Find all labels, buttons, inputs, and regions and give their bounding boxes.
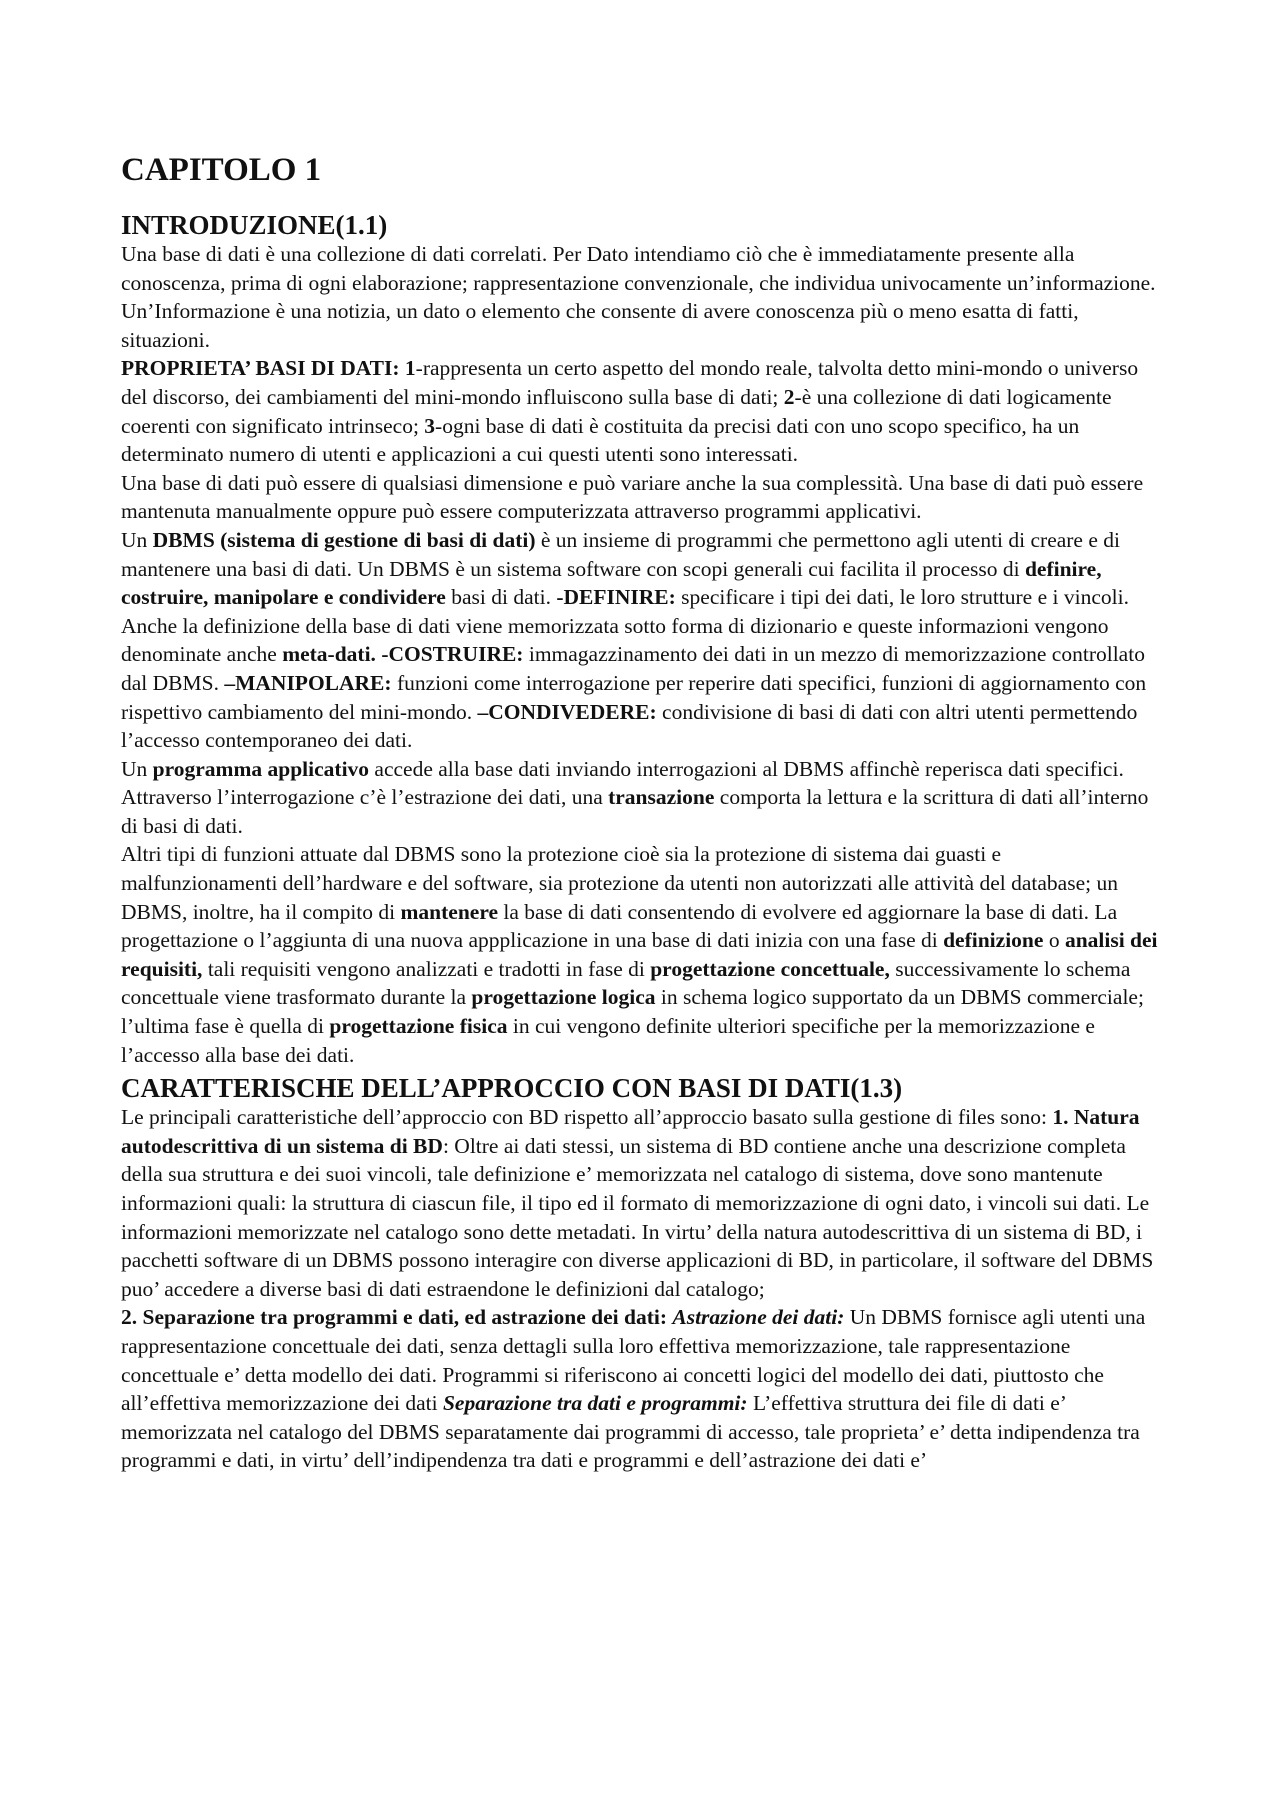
text-run: Un bbox=[121, 527, 153, 552]
text-run: tali requisiti vengono analizzati e tradotti in fase di bbox=[202, 956, 651, 981]
text-run: immagazzinamento dei dati in un mezzo di memorizzazione controllato dal DBMS. bbox=[121, 642, 1145, 695]
italic-astrazione: Astrazione dei dati: bbox=[672, 1305, 845, 1330]
bold-programma-applicativo: programma applicativo bbox=[152, 756, 370, 781]
text-run: -rappresenta un certo aspetto del mondo reale, talvolta detto mini-mondo o universo del discorso, dei cambiamenti del mini-mondo influiscono sulla base di dati; bbox=[121, 356, 1139, 409]
bold-progettazione-concettuale: progettazione concettuale, bbox=[650, 956, 890, 981]
paragraph-definizione-base-dati: Una base di dati è una collezione di dati correlati. Per Dato intendiamo ciò che è immediatamente presente alla conoscenza, prima di ogni elaborazione; rappresentazione convenzionale, che individua univocamente un’informazione. Un’Informazione è una notizia, un dato o elemento che consente di avere conoscenza più o meno esatta di fatti, situazioni. bbox=[121, 242, 1156, 352]
bold-costruire: -COSTRUIRE: bbox=[381, 642, 524, 667]
paragraph-separazione-astrazione bbox=[121, 1303, 1160, 1475]
bold-number-1: 1 bbox=[404, 356, 416, 381]
text-run: è un insieme di programmi che permettono agli utenti di creare e di mantenere una basi di dati. Un DBMS è un sistema software con scopi generali cui facilita il processo di bbox=[121, 527, 1120, 581]
bold-progettazione-logica: progettazione logica bbox=[471, 985, 656, 1010]
bold-number-3: 3 bbox=[424, 413, 436, 438]
text-run: in cui vengono definite ulteriori specifiche per la memorizzazione e l’accesso alla base dei dati. bbox=[121, 1014, 1095, 1067]
text-run: Altri tipi di funzioni attuate dal DBMS sono la protezione cioè sia la protezione di sistema dai guasti e malfunzionamenti dell’hardware e del software, sia protezione da utenti non autorizzati alle attività del database; un DBMS, inoltre, ha il compito di bbox=[121, 842, 1118, 924]
chapter-title: CAPITOLO 1 bbox=[121, 152, 322, 188]
text-run: Un bbox=[121, 756, 153, 781]
bold-dbms-term: DBMS (sistema di gestione di basi di dati) bbox=[152, 527, 536, 552]
bold-proprieta-label: PROPRIETA’ BASI DI DATI: bbox=[121, 356, 405, 381]
bold-italic-astrazione bbox=[672, 1305, 844, 1329]
bold-transazione: transazione bbox=[608, 785, 715, 810]
bold-progettazione-fisica: progettazione fisica bbox=[329, 1014, 508, 1039]
text-run: in schema logico supportato da un DBMS commerciale; l’ultima fase è quella di bbox=[121, 985, 1144, 1039]
bold-analisi-requisiti: analisi dei requisiti, bbox=[121, 928, 1158, 981]
text-run: basi di dati. bbox=[445, 585, 557, 610]
text-run: la base di dati consentendo di evolvere ed aggiornare la base di dati. La progettazione o l’aggiunta di una nuova appplicazione in una base di dati inizia con una fase di bbox=[121, 899, 1118, 953]
text-run: comporta la lettura e la scrittura di dati all’interno di basi di dati. bbox=[121, 785, 1149, 838]
bold-definire: -DEFINIRE: bbox=[556, 585, 676, 610]
bold-operations: definire, costruire, manipolare e condividere bbox=[121, 556, 1102, 610]
text-run: specificare i tipi dei dati, le loro strutture e i vincoli. Anche la definizione della base di dati viene memorizzata sotto forma di dizionario e queste informazioni vengono denominate anche bbox=[121, 585, 1129, 667]
paragraph-dimensione: Una base di dati può essere di qualsiasi dimensione e può variare anche la sua complessità. Una base di dati può essere mantenuta manualmente oppure può essere computerizzata attraverso programmi applicativi. bbox=[121, 470, 1144, 524]
bold-meta-dati: meta-dati. bbox=[282, 642, 376, 667]
text-run: -ogni base di dati è costituita da precisi dati con uno scopo specifico, ha un determinato numero di utenti e applicazioni a cui questi utenti sono interessati. bbox=[121, 413, 1080, 467]
paragraph-proprieta bbox=[121, 354, 1160, 468]
text-run: Un DBMS fornisce agli utenti una rappresentazione concettuale dei dati, senza dettagli sulla loro effettiva memorizzazione, tale rappresentazione concettuale e’ detta modello dei dati. Programmi si riferiscono ai concetti logici del modello dei dati, piuttosto che all’effettiva memorizzazione dei dati bbox=[121, 1305, 1146, 1416]
text-run: -è una collezione di dati logicamente coerenti con significato intrinseco; bbox=[121, 384, 1112, 438]
bold-mantenere: mantenere bbox=[400, 899, 499, 924]
text-run: successivamente lo schema concettuale viene trasformato durante la bbox=[121, 956, 1131, 1010]
text-run: condivisione di basi di dati con altri utenti permettendo l’accesso contemporaneo dei dati. bbox=[121, 699, 1138, 753]
text-run: accede alla base dati inviando interrogazioni al DBMS affinchè reperisca dati specifici. Attraverso l’interrogazione c’è l’estrazione dei dati, una bbox=[121, 756, 1124, 810]
bold-point-2: 2. Separazione tra programmi e dati, ed astrazione dei dati: bbox=[121, 1305, 673, 1330]
text-run: L’effettiva struttura dei file di dati e’ memorizzata nel catalogo del DBMS separatamente dai programmi di accesso, tale proprieta’ e’ detta indipendenza tra programmi e dati, in virtu’ dell’indipendenza tra dati e programmi e dell’astrazione dei dati e’ bbox=[121, 1391, 1140, 1473]
bold-italic-separazione bbox=[443, 1391, 748, 1415]
bold-condividere: –CONDIVEDERE: bbox=[477, 699, 657, 724]
text-run: Le principali caratteristiche dell’approccio con BD rispetto all’approccio basato sulla gestione di files sono: bbox=[121, 1105, 1053, 1130]
section-heading-caratteristiche: CARATTERISCHE DELL’APPROCCIO CON BASI DI DATI(1.3) bbox=[121, 1073, 903, 1104]
italic-separazione: Separazione tra dati e programmi: bbox=[442, 1391, 748, 1416]
text-run: o bbox=[1043, 928, 1065, 953]
text-run: funzioni come interrogazione per reperire dati specifici, funzioni di aggiornamento con rispettivo cambiamento del mini-mondo. bbox=[121, 670, 1147, 724]
paragraph-natura-autodescrittiva bbox=[121, 1103, 1160, 1303]
bold-definizione: definizione bbox=[943, 928, 1044, 953]
bold-number-2: 2 bbox=[783, 384, 795, 409]
section-heading-introduzione: INTRODUZIONE(1.1) bbox=[121, 210, 388, 240]
paragraph-dbms bbox=[121, 526, 1160, 755]
text-run: : Oltre ai dati stessi, un sistema di BD contiene anche una descrizione completa della sua struttura e dei suoi vincoli, tale definizione e’ memorizzata nel catalogo di sistema, dove sono mantenute informazioni quali: la struttura di ciascun file, il tipo ed il formato di memorizzazione di ogni dato, i vincoli sui dati. Le informazioni memorizzate nel catalogo sono dette metadati. In virtu’ della natura autodescrittiva di un sistema di BD, i pacchetti software di un DBMS possono interagire con diverse applicazioni di BD, in particolare, il software del DBMS puo’ accedere a diverse basi di dati estraendone le definizioni dal catalogo; bbox=[121, 1133, 1154, 1301]
paragraph-funzioni-dbms bbox=[121, 840, 1160, 1069]
bold-manipolare: –MANIPOLARE: bbox=[224, 670, 392, 695]
bold-point-1: 1. Natura autodescrittiva di un sistema di BD bbox=[121, 1105, 1140, 1158]
paragraph-programma-applicativo bbox=[121, 755, 1160, 841]
